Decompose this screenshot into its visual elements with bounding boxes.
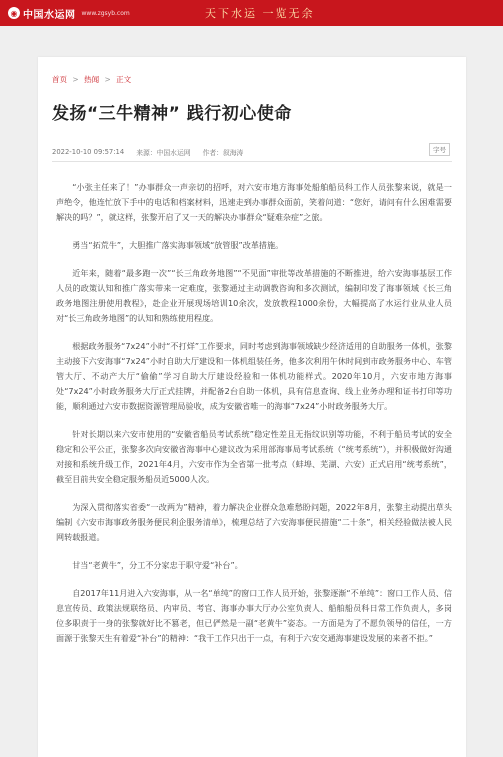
site-logo-icon[interactable]: ◉: [8, 7, 20, 19]
article-paragraph: 勇当“拓荒牛”，大胆推广落实海事领域“放管服”改革措施。: [72, 240, 284, 250]
article-source: 来源：中国水运网: [136, 149, 191, 157]
site-logo-text[interactable]: 中国水运网: [23, 9, 76, 21]
breadcrumb-hot[interactable]: 热闻: [84, 75, 100, 84]
article-paragraph: 甘当“老黄牛”，分工不分家忠于职守爱“补台”。: [72, 560, 243, 570]
article-paragraph: 根据政务服务“7x24”小时“不打烊”工作要求，同时考虑到海事领域缺少经济适用的自助服务一体机，张黎主动接下六安海事“7x24”小时自助大厅建设和一体机组装任务，他多次利用午休时间到市政务服务中心、车管管大厅、不动产大厅“偷偷”学习自助大厅建设经验和一体机功能样式。2020年10月，六安市地方海事处“7x24”小时政务服务大厅正式挂牌，并配备2台自助一体机，具有信息查询、线上业务办理和证书打印等功能，顺利通过六安市数据资源管理局验收，成为安徽省唯一的海事“7x24”小时政务服务大厅。: [56, 341, 452, 411]
site-url: www.zgsyb.com: [81, 9, 130, 17]
breadcrumb-current: 正文: [116, 75, 132, 84]
article-meta: [52, 147, 450, 157]
site-slogan: 天下水运 一览无余: [205, 7, 315, 20]
breadcrumb-separator: >: [104, 75, 111, 84]
article-date: 2022-10-10 09:57:14: [52, 148, 125, 156]
breadcrumb-separator: >: [72, 75, 79, 84]
article-body: [56, 180, 452, 659]
site-header: [0, 0, 503, 26]
article-author: 作者：叙海涛: [202, 149, 244, 157]
breadcrumb: [52, 74, 131, 85]
article-paragraph: 为深入贯彻落实省委“一改两为”精神，着力解决企业群众急难愁盼问题，2022年8月，张黎主动提出草头编制《六安市海事政务服务便民利企服务清单》，梳理总结了六安海事便民措施“二十条”，相关经验做法被人民网转载报道。: [56, 502, 452, 542]
article-card: [38, 57, 466, 757]
article-paragraph: 自2017年11月进入六安海事，从一名“单纯”的窗口工作人员开始，张黎逐渐“不单纯”：窗口工作人员、信息宣传员、政策法规联络员、内审员、考官、海事办事大厅办公室负责人、船舶船员科日常工作负责人，多岗位多职责于一身的张黎就好比不篡老，但已俨然是一副“老黄牛”姿态。一方面是为了不愿负领导的信任，一方面源于张黎天生有着爱“补台”的精神：“我干工作只出于一点，有利于六安交通海事建设发展的来者不拒。”: [56, 588, 452, 643]
article-paragraph: 近年来，随着“最多跑一次”“长三角政务地图”“不见面”审批等改革措施的不断推进，给六安海事基层工作人员的政策认知和推广落实带来一定难度，张黎通过主动调教咨询和多次测试，编制印发了海事领域《长三角政务地图注册使用教程》，赴企业开展现场培训10余次，发放教程1000余份，大幅提高了水运行业从业人员对“长三角政务地图”的认知和熟练使用程度。: [56, 268, 452, 323]
article-paragraph: 针对长期以来六安市使用的“安徽省船员考试系统”稳定性差且无指纹识别等功能，不利于船员考试的安全稳定和公平公正，张黎多次向安徽省海事中心建议改为采用部海事局考试系统（“统考系统”），并积极做好沟通对接和系统升级工作，2021年4月，六安市作为全省第一批考点（蚌埠、芜湖、六安）正式启用“统考系统”，截至目前共安全稳定服务船员近5000人次。: [56, 429, 452, 484]
divider: [52, 161, 452, 162]
page-title: 发扬“三牛精神” 践行初心使命: [52, 104, 292, 124]
breadcrumb-home[interactable]: 首页: [52, 75, 67, 84]
article-paragraph: “小张主任来了！”办事群众一声亲切的招呼，对六安市地方海事处船舶船员科工作人员张黎来说，就是一声绝令，他连忙放下手中的电话和档案材料，迅速走到办事群众面前，笑着问道：“您好，请问有什么困难需要解决的吗？”，就这样，张黎开启了又一天的解决办事群众“疑难杂症”之旅。: [56, 182, 452, 222]
font-size-button[interactable]: 字号: [429, 143, 450, 156]
